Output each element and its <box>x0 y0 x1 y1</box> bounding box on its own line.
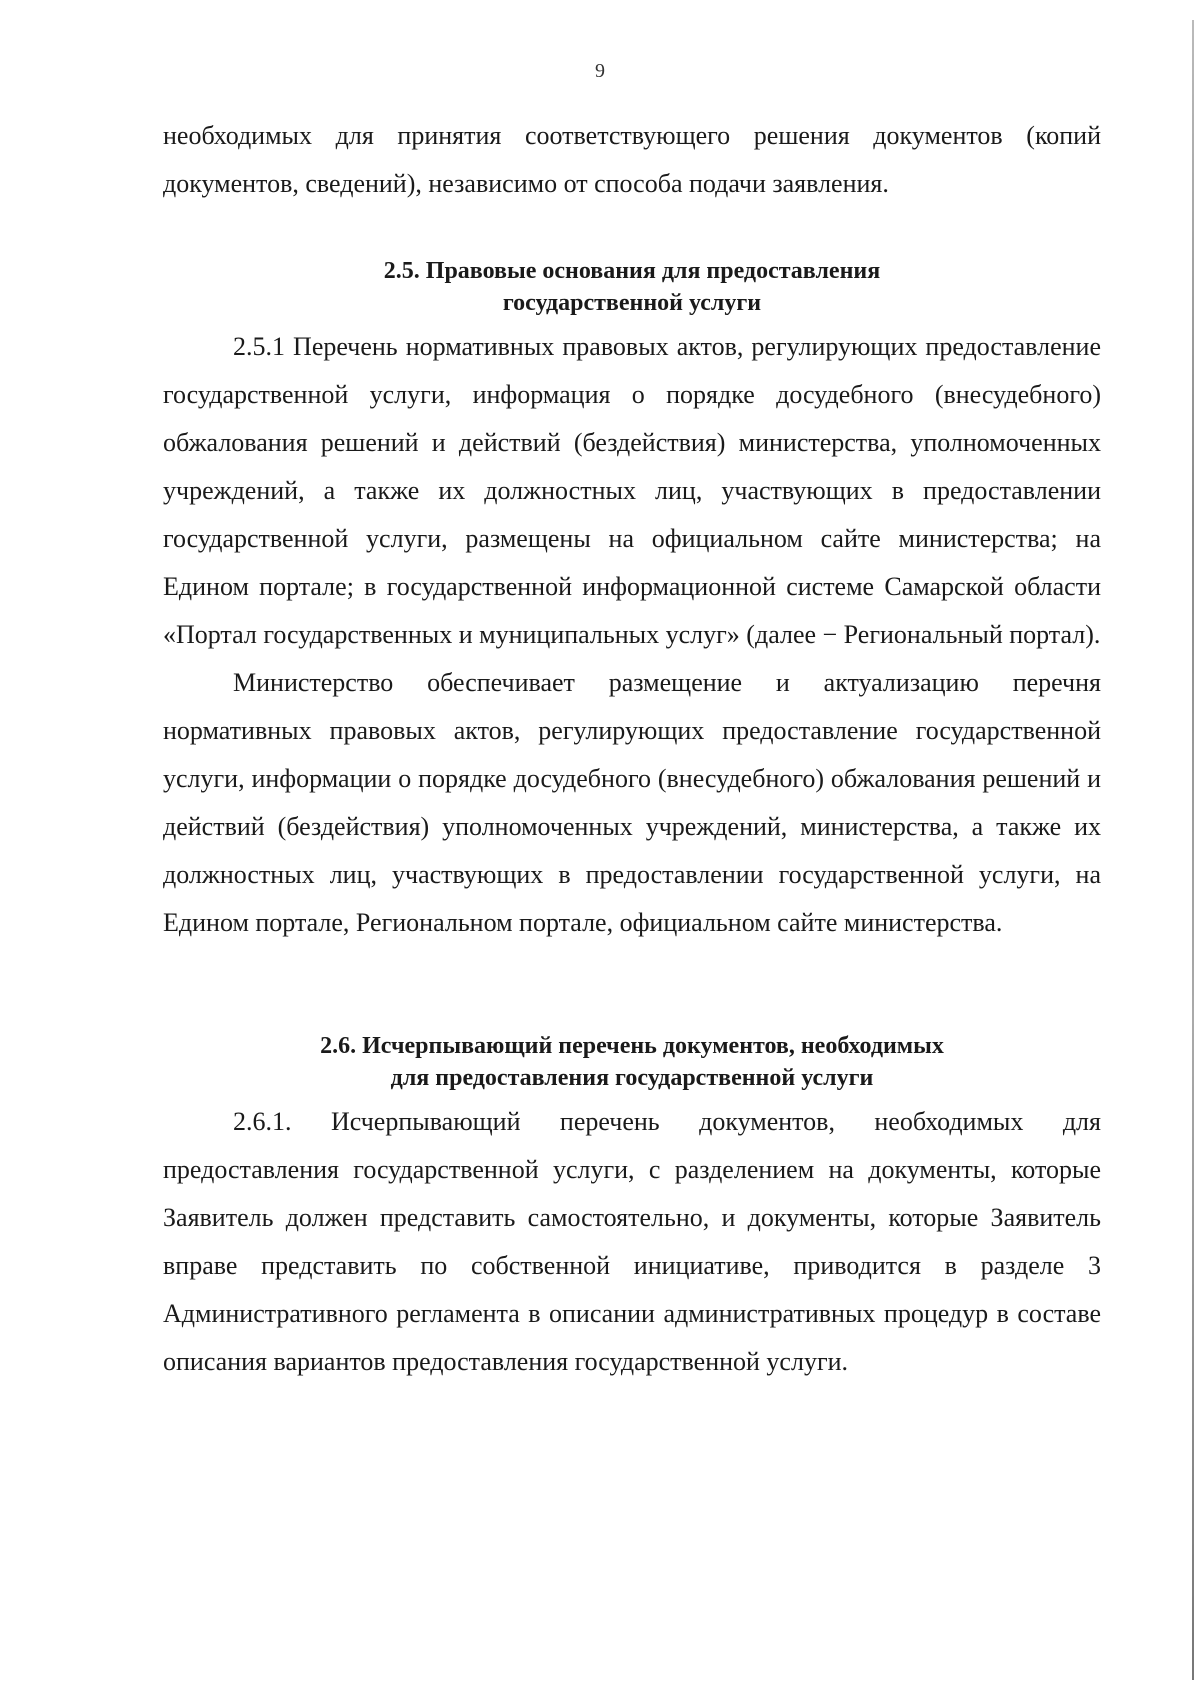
section-2-5-heading-line2: государственной услуги <box>502 290 762 316</box>
section-2-6-heading <box>163 1030 1101 1094</box>
section-2-5-paragraph-2: Министерство обеспечивает размещение и актуализацию перечня нормативных правовых актов, регулирующих предоставление государственной услуги, информации о порядке досудебного (внесудебного) обжалования решений и действий (бездействия) уполномоченных учреждений, министерства, а также их должностных лиц, участвующих в предоставлении государственной услуги, на Едином портале, Региональном портале, официальном сайте министерства. <box>163 668 1101 937</box>
section-2-6-paragraph-1: 2.6.1. Исчерпывающий перечень документов, необходимых для предоставления государственной услуги, с разделением на документы, которые Заявитель должен представить самостоятельно, и документы, которые Заявитель вправе представить по собственной инициативе, приводится в разделе 3 Административного регламента в описании административных процедур в составе описания вариантов предоставления государственной услуги. <box>163 1107 1101 1376</box>
section-2-6-heading-line2: для предоставления государственной услуги <box>390 1065 874 1091</box>
section-2-5-heading-line1: 2.5. Правовые основания для предоставления <box>383 258 881 284</box>
page-number: 9 <box>595 60 605 82</box>
section-2-6-heading-line1: 2.6. Исчерпывающий перечень документов, необходимых <box>320 1033 944 1059</box>
continuation-paragraph-block <box>163 112 1101 208</box>
section-2-5-body <box>163 323 1101 947</box>
section-2-5-paragraph-1: 2.5.1 Перечень нормативных правовых актов, регулирующих предоставление государственной услуги, информация о порядке досудебного (внесудебного) обжалования решений и действий (бездействия) министерства, уполномоченных учреждений, а также их должностных лиц, участвующих в предоставлении государственной услуги, размещены на официальном сайте министерства; на Едином портале; в государственной информационной системе Самарской области «Портал государственных и муниципальных услуг» (далее − Региональный портал). <box>163 332 1101 649</box>
section-2-5-heading <box>163 255 1101 319</box>
section-2-6-body <box>163 1098 1101 1386</box>
scan-edge-line <box>1192 20 1194 1680</box>
continuation-paragraph: необходимых для принятия соответствующего решения документов (копий документов, сведений), независимо от способа подачи заявления. <box>163 121 1101 198</box>
